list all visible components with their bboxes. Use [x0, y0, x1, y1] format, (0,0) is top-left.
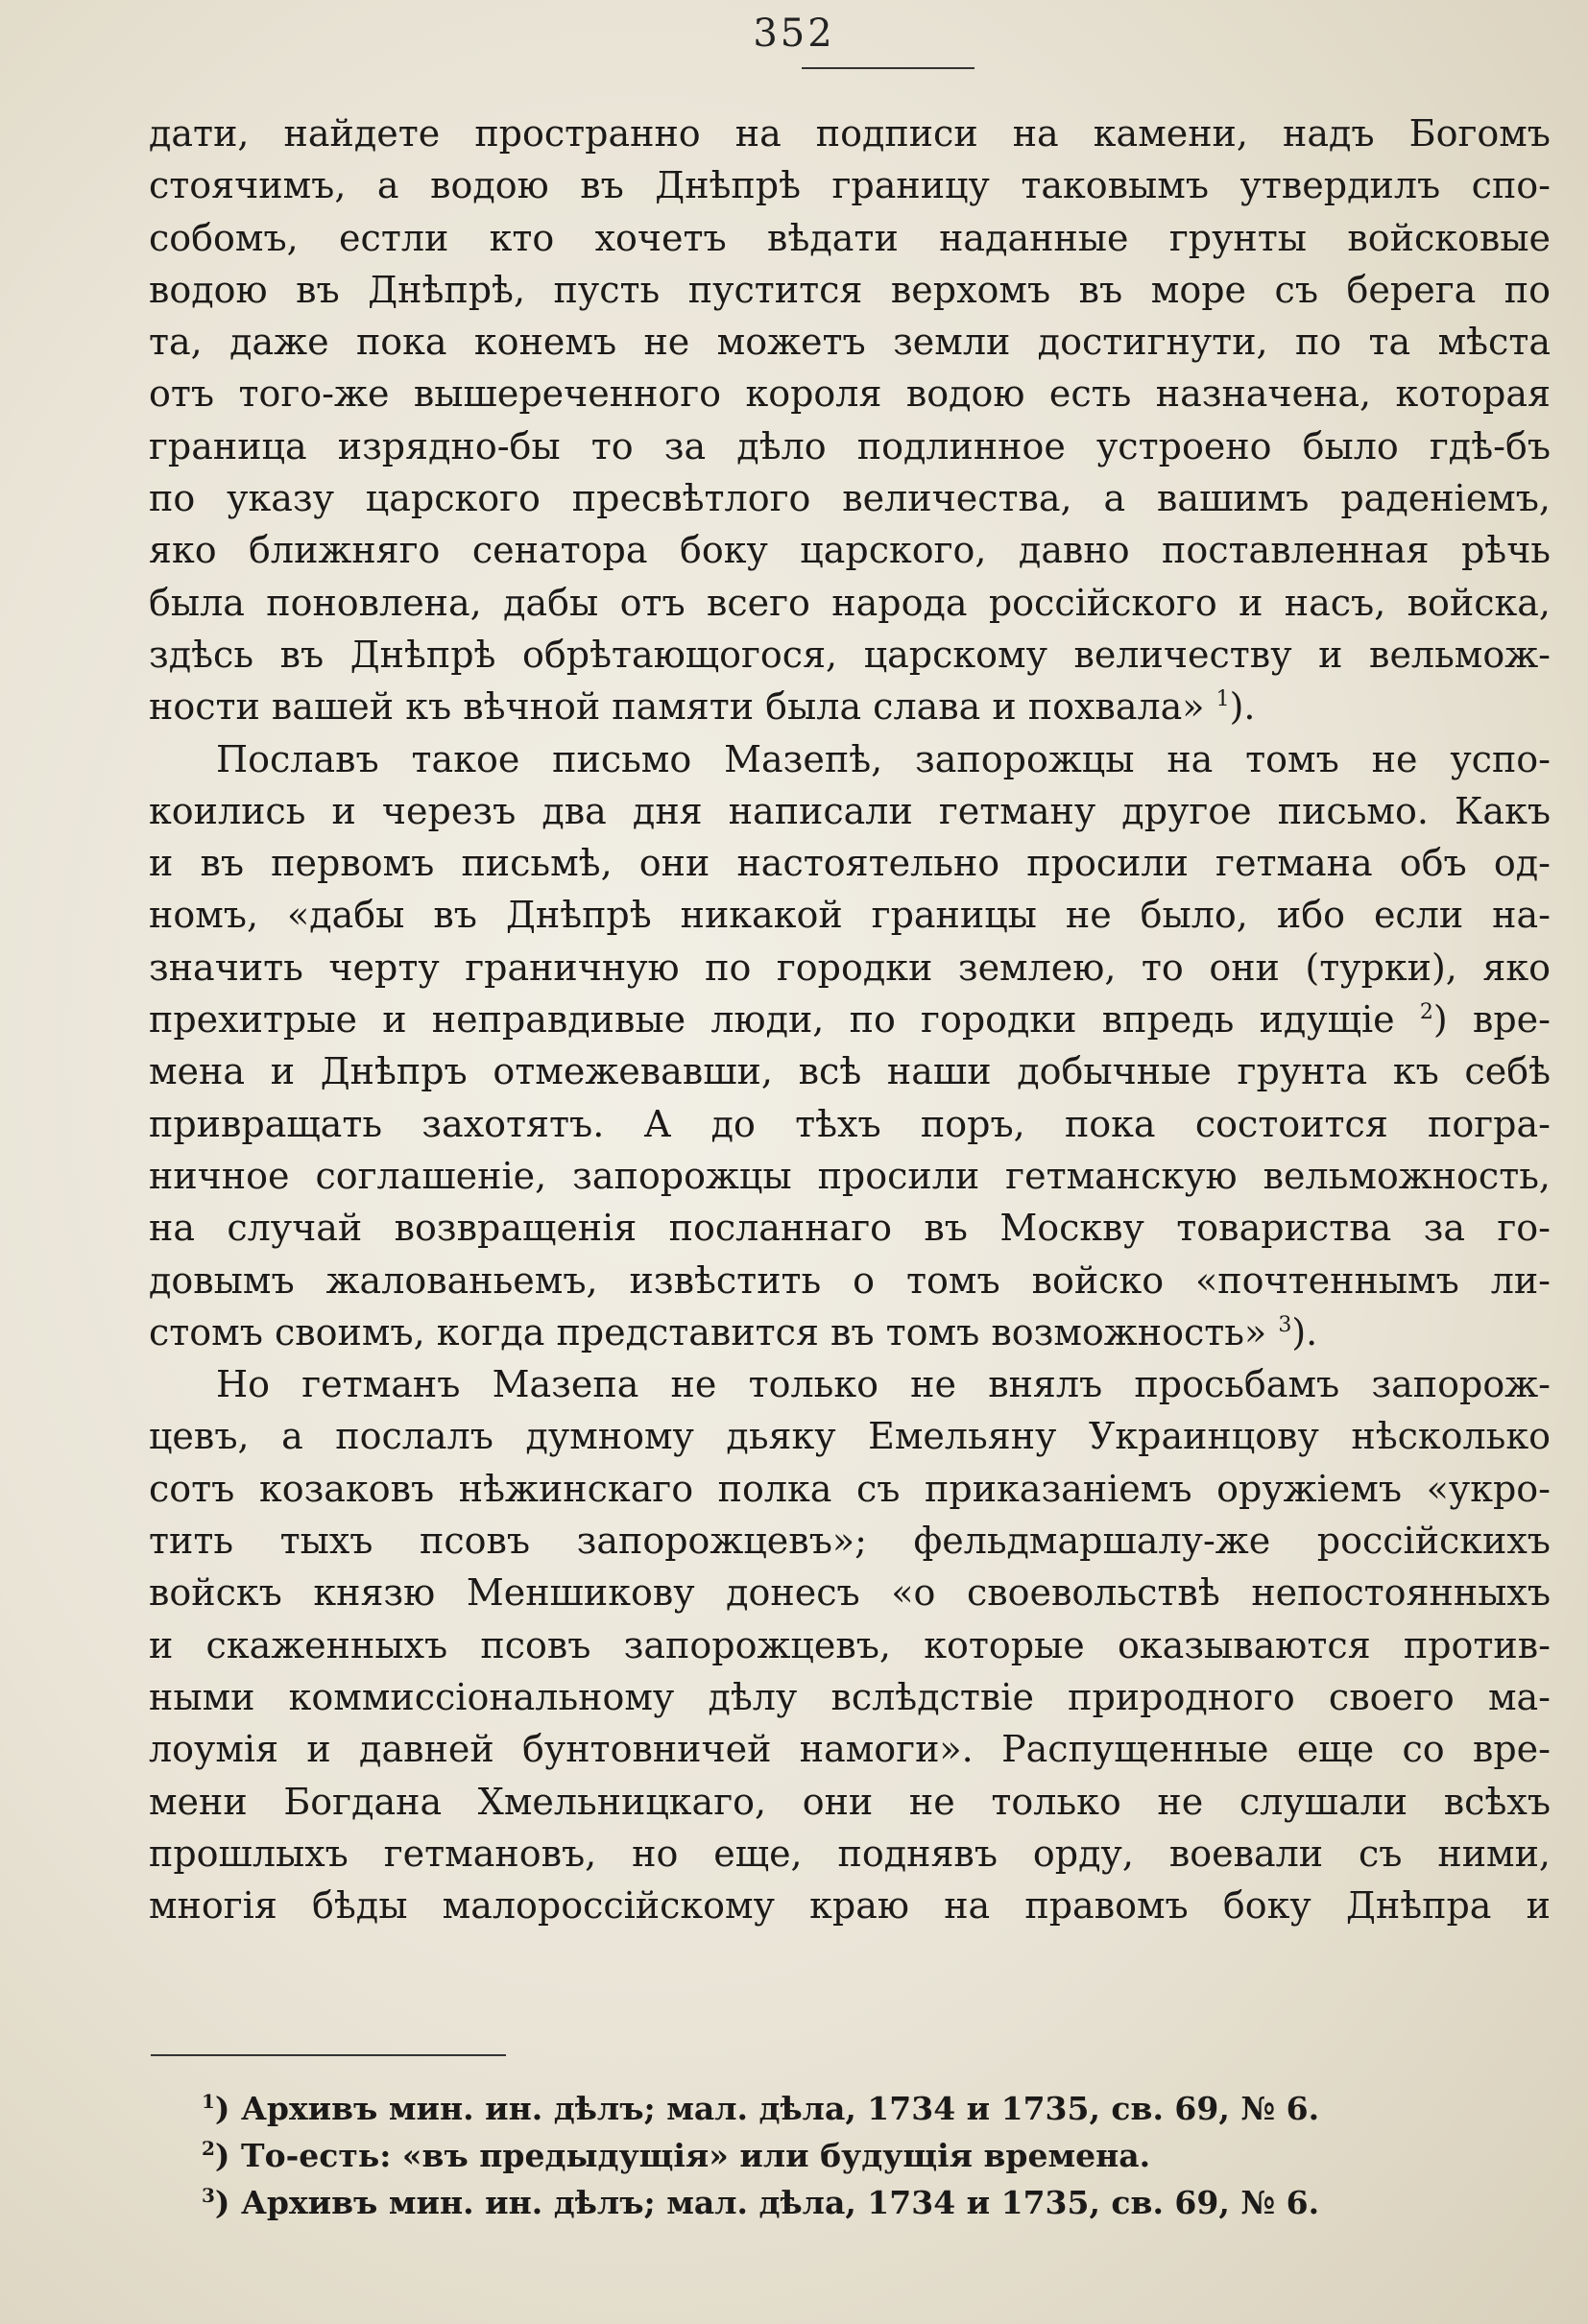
text-line — [149, 994, 1551, 1045]
text-fragment: ) вре- — [1432, 998, 1551, 1042]
text-line: номъ, «дабы въ Днѣпрѣ никакой границы не было, ибо если на- — [149, 894, 1551, 937]
text-line: тить тыхъ псовъ запорожцевъ»; фельдмаршалу-же россійскихъ — [149, 1520, 1551, 1563]
text-line: Но гетманъ Мазепа не только не внялъ просьбамъ запорож- — [216, 1363, 1551, 1406]
text-line: дати, найдете пространно на подписи на камени, надъ Богомъ — [149, 112, 1551, 155]
text-line: мена и Днѣпръ отмежевавши, всѣ наши добычные грунта къ себѣ — [149, 1050, 1551, 1093]
text-line: Пославъ такое письмо Мазепѣ, запорожцы на томъ не успо- — [216, 737, 1551, 780]
text-line — [149, 1306, 1551, 1358]
text-line: граница изрядно-бы то за дѣло подлинное устроено было гдѣ-бъ — [149, 424, 1551, 467]
text-line: ничное соглашеніе, запорожцы просили гетманскую вельможность, — [149, 1154, 1551, 1197]
text-line: мени Богдана Хмельницкаго, они не только не слушали всѣхъ — [149, 1780, 1551, 1823]
footnote — [202, 2179, 1450, 2226]
text-line: лоумія и давней бунтовничей намоги». Распущенные еще со вре- — [149, 1728, 1551, 1771]
text-line: войскъ князю Меншикову донесъ «о своевольствѣ непостоянныхъ — [149, 1571, 1551, 1615]
text-line: на случай возвращенія посланнаго въ Москву товариства за го- — [149, 1207, 1551, 1250]
footnote — [202, 2132, 1450, 2179]
text-line: водою въ Днѣпрѣ, пусть пустится верхомъ въ море съ берега по — [149, 268, 1551, 311]
text-line: и въ первомъ письмѣ, они настоятельно просили гетмана объ од- — [149, 842, 1551, 885]
text-line: значить черту граничную по городки землею, то они (турки), яко — [149, 946, 1551, 989]
text-fragment: ности вашей къ вѣчной памяти была слава и похвала» — [149, 685, 1205, 729]
text-line: стоячимъ, а водою въ Днѣпрѣ границу таковымъ утвердилъ спо- — [149, 164, 1551, 207]
text-fragment: ). — [1291, 1310, 1318, 1354]
text-line: ными коммиссіональному дѣлу вслѣдствіе природного своего ма- — [149, 1675, 1551, 1718]
footnote-ref: 1 — [1215, 687, 1230, 712]
text-fragment: стомъ своимъ, когда представится въ томъ возможность» — [149, 1310, 1267, 1354]
body-text — [149, 108, 1551, 1931]
text-fragment: ). — [1229, 685, 1256, 729]
footnote-mark: 3 — [202, 2184, 215, 2207]
header-rule — [802, 67, 974, 69]
footnote-text: ) То-есть: «въ предыдущія» или будущія времена. — [214, 2137, 1151, 2174]
text-line: многія бѣды малороссійскому краю на правомъ боку Днѣпра и — [149, 1884, 1551, 1928]
footnotes — [202, 2085, 1450, 2226]
footnote — [202, 2085, 1450, 2132]
text-fragment: прехитрые и неправдивые люди, по городки впредь идущіе — [149, 998, 1395, 1042]
footnote-text: ) Архивъ мин. ин. дѣлъ; мал. дѣла, 1734 и 1735, св. 69, № 6. — [214, 2184, 1320, 2221]
text-line: по указу царского пресвѣтлого величества, а вашимъ раденіемъ, — [149, 477, 1551, 520]
text-line: коились и черезъ два дня написали гетману другое письмо. Какъ — [149, 789, 1551, 832]
text-line: яко ближняго сенатора боку царского, давно поставленная рѣчь — [149, 529, 1551, 572]
text-line — [149, 681, 1551, 732]
footnote-ref: 2 — [1419, 1000, 1433, 1025]
text-line: и скаженныхъ псовъ запорожцевъ, которые оказываются против- — [149, 1623, 1551, 1666]
text-line: довымъ жалованьемъ, извѣстить о томъ войско «почтеннымъ ли- — [149, 1258, 1551, 1302]
text-line: собомъ, естли кто хочетъ вѣдати наданные грунты войсковые — [149, 216, 1551, 259]
text-line: привращать захотятъ. А до тѣхъ поръ, пока состоится погра- — [149, 1102, 1551, 1145]
text-line: цевъ, а послалъ думному дьяку Емельяну Украинцову нѣсколько — [149, 1415, 1551, 1458]
footnote-mark: 2 — [202, 2137, 215, 2160]
text-line: та, даже пока конемъ не можетъ земли достигнути, по та мѣста — [149, 321, 1551, 364]
page-number: 352 — [753, 12, 835, 56]
text-line: здѣсь въ Днѣпрѣ обрѣтающогося, царскому величеству и вельмож- — [149, 633, 1551, 676]
text-line: была поновлена, дабы отъ всего народа россійского и насъ, войска, — [149, 581, 1551, 624]
text-line: прошлыхъ гетмановъ, но еще, поднявъ орду, воевали съ ними, — [149, 1832, 1551, 1875]
footnote-rule — [151, 2054, 506, 2056]
footnote-text: ) Архивъ мин. ин. дѣлъ; мал. дѣла, 1734 и 1735, св. 69, № 6. — [214, 2090, 1320, 2127]
text-line: сотъ козаковъ нѣжинскаго полка съ приказаніемъ оружіемъ «укро- — [149, 1467, 1551, 1510]
text-line: отъ того-же вышереченного короля водою есть назначена, которая — [149, 372, 1551, 416]
footnote-ref: 3 — [1278, 1312, 1292, 1337]
footnote-mark: 1 — [202, 2090, 215, 2113]
